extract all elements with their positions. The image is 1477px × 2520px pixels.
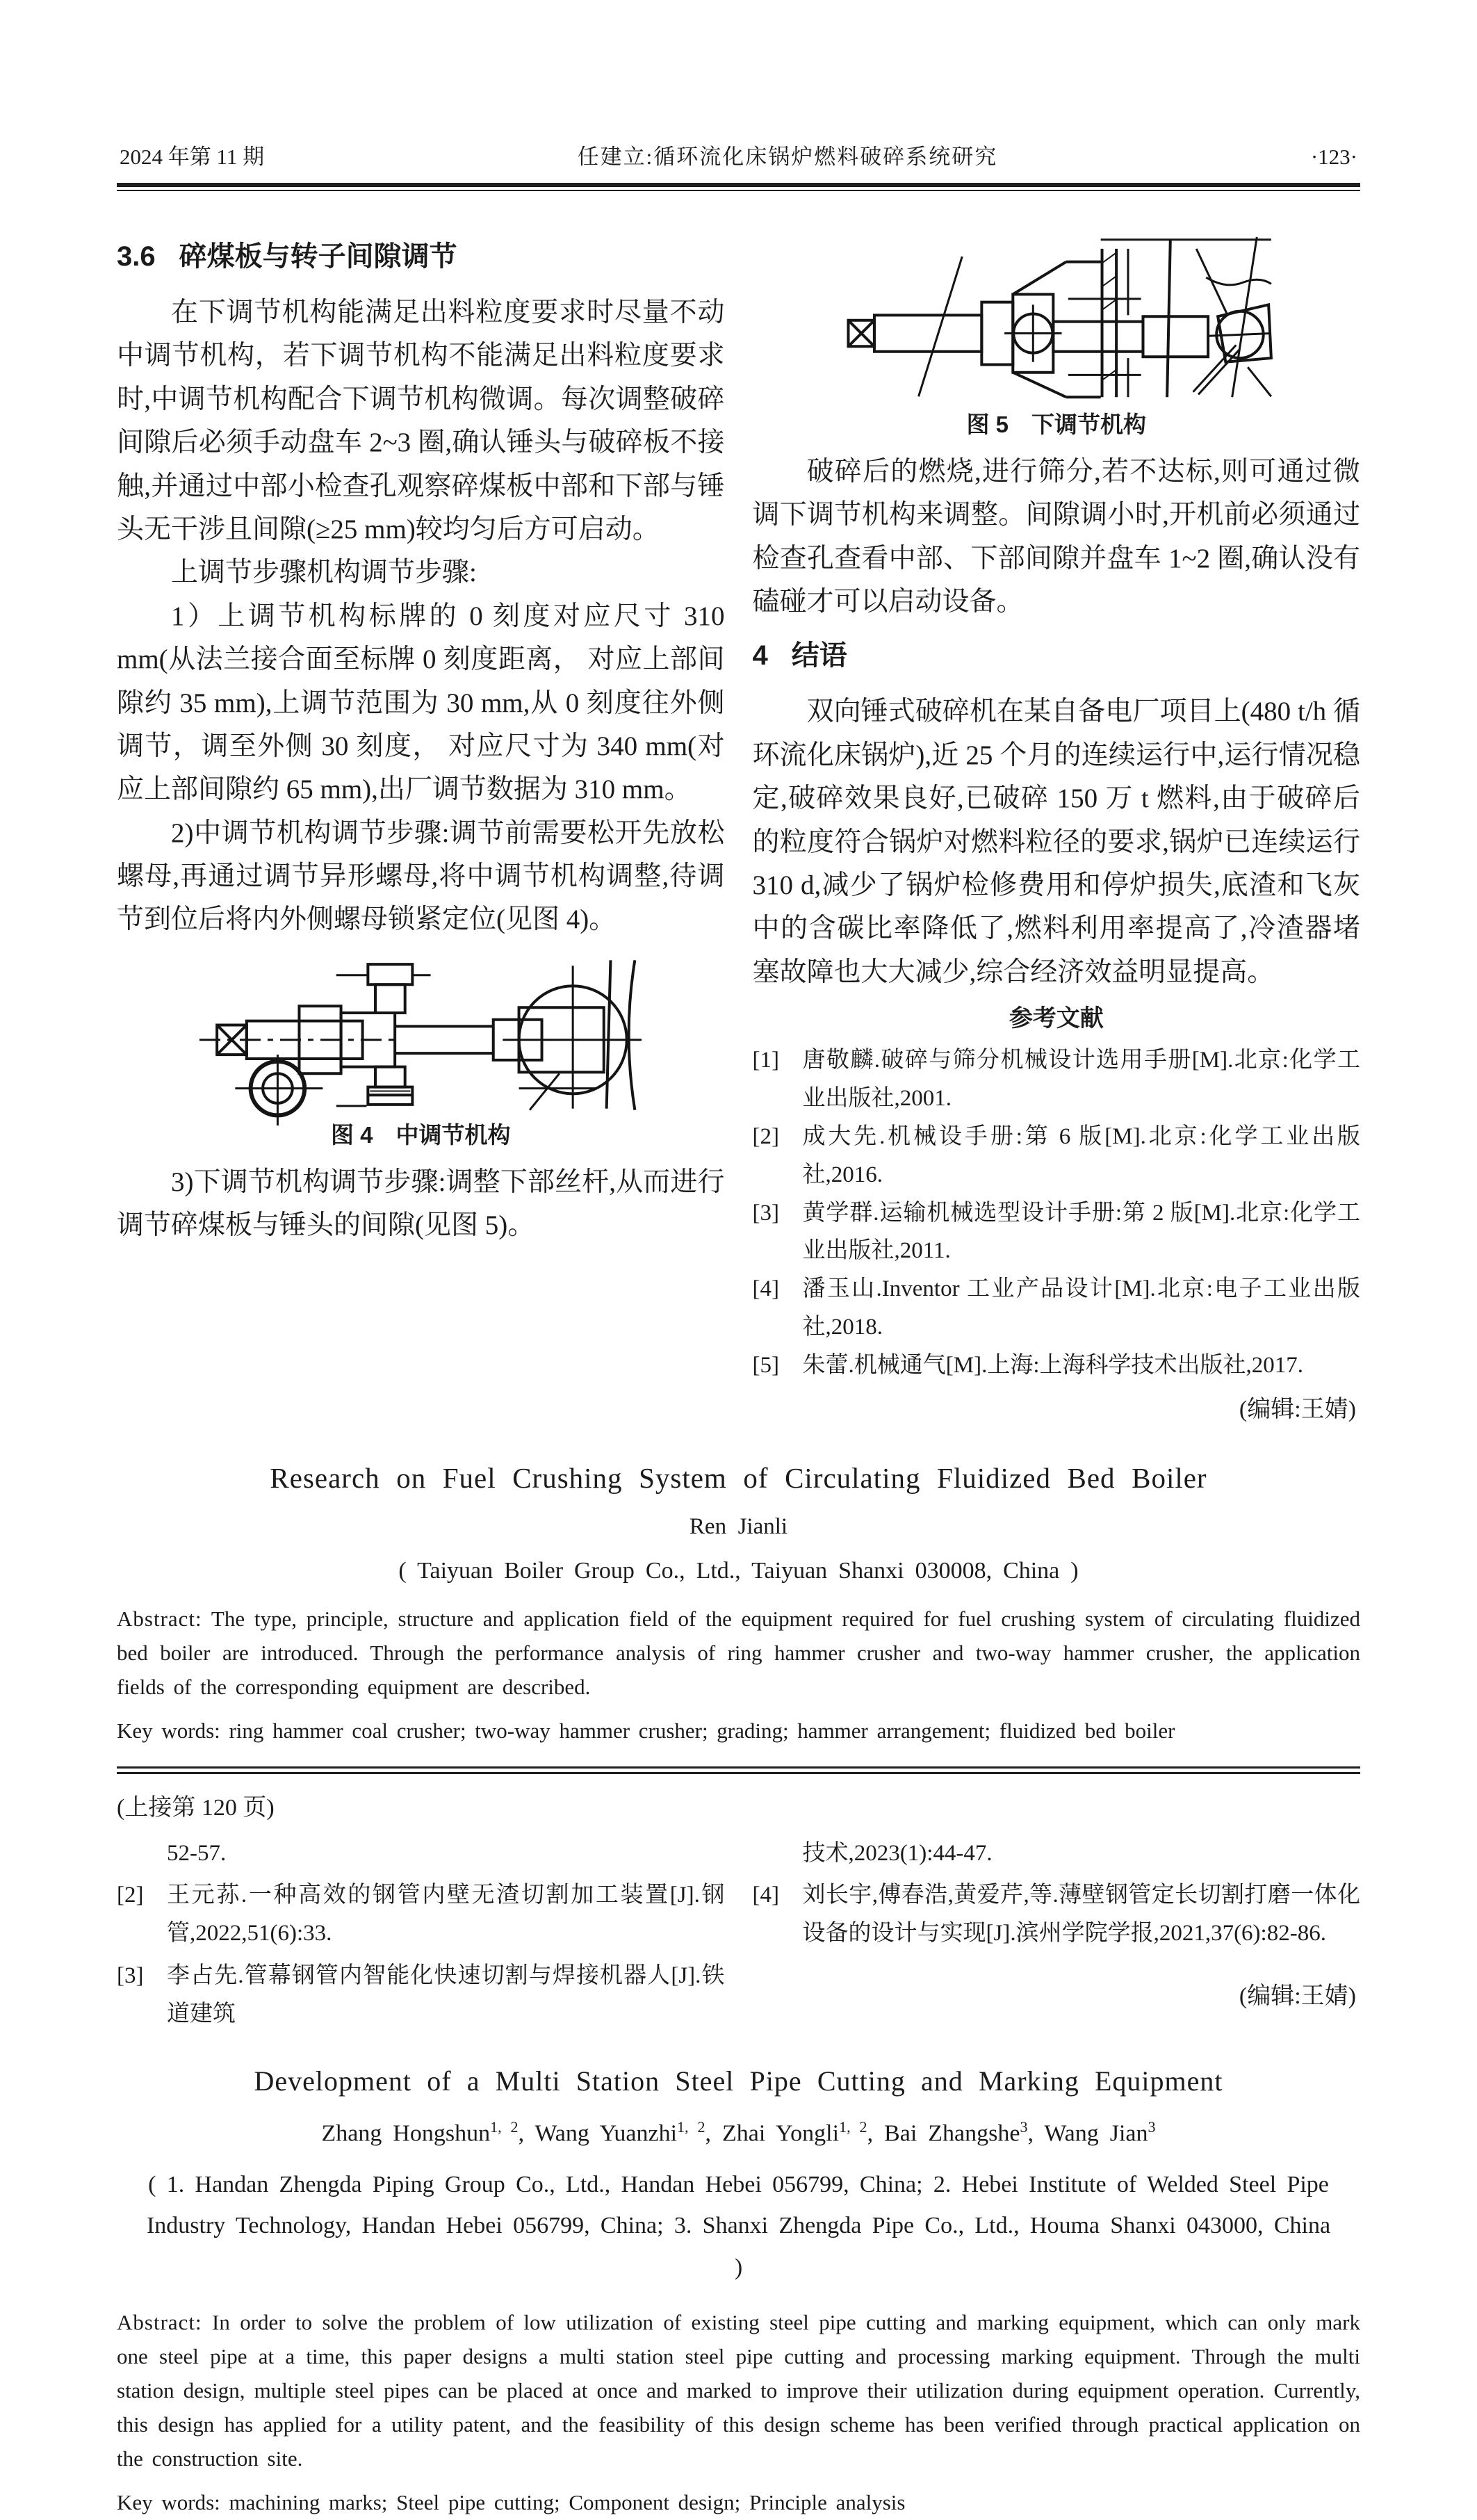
abstract-label: Abstract: [117, 1606, 202, 1631]
english-author: Ren Jianli [689, 1513, 788, 1539]
english-keywords [117, 1714, 1360, 1748]
keywords-text: machining marks; Steel pipe cutting; Component design; Principle analysis [229, 2490, 906, 2515]
section-divider [117, 1766, 1360, 1774]
page-number: ·123· [1310, 145, 1357, 169]
continued-columns [117, 1835, 1360, 2038]
main-columns [117, 234, 1360, 1429]
article2-keywords [117, 2486, 1360, 2520]
fig4-bottom-bolts [336, 1066, 413, 1105]
reference-item: 52-57. [167, 1840, 227, 1866]
figure-5 [753, 237, 1361, 444]
paragraph: 双向锤式破碎机在某自备电厂项目上(480 t/h 循环流化床锅炉),近 25 个月的连续运行中,运行情况稳定,破碎效果良好,已破碎 150 万 t 燃料,由于破碎后的粒度符合锅炉对燃料粒径的要求,锅炉已连续运行 310 d,减少了锅炉检修费用和停炉损失,底渣和飞灰中的含碳比率降低了,燃料利用率提高了,冷渣器堵塞故障也大大减少,综合经济效益明显提高。 [752, 697, 1360, 987]
references-list [753, 1041, 1361, 1384]
authors-line: Zhang Hongshun$^{1, 2}$, Wang Yuanzhi$^{1, 2}$, Zhai Yongli$^{1, 2}$, Bai Zhangshe$^3$, Wang Jian$^3$ [321, 2118, 1156, 2147]
keywords-label: Key words: [117, 1718, 220, 1743]
english-affiliation: ( Taiyuan Boiler Group Co., Ltd., Taiyuan Shanxi 030008, China ) [398, 1557, 1079, 1584]
running-title: 任建立:循环流化床锅炉燃料破碎系统研究 [577, 145, 998, 169]
left-column [117, 234, 725, 1429]
right-column [753, 234, 1361, 1429]
figure-4-caption: 图 4 中调节机构 [330, 1121, 511, 1148]
reference-item: 技术,2023(1):44-47. [802, 1840, 993, 1866]
section-4-heading [753, 633, 1361, 678]
keywords-label: Key words: [117, 2490, 220, 2515]
header-rule [117, 183, 1360, 191]
issue-label: 2024 年第 11 期 [120, 145, 265, 169]
editor-note: (编辑:王婧) [1239, 1397, 1356, 1423]
reference-item: [3] 黄学群.运输机械选型设计手册:第 2 版[M].北京:化学工业出版社,2011. [752, 1200, 1360, 1264]
paragraph: 在下调节机构能满足出料粒度要求时尽量不动中调节机构，若下调节机构不能满足出料粒度要求时,中调节机构配合下调节机构微调。每次调整破碎间隙后必须手动盘车 2~3 圈,确认锤头与破碎板不接触,并通过中部小检查孔观察碎煤板中部和下部与锤头无干涉且间隙(≥25 mm)较均匀后方可启动。 [117, 298, 725, 544]
fig4-shaft-assembly [199, 1006, 519, 1073]
keywords-text: ring hammer coal crusher; two-way hammer crusher; grading; hammer arrangement; fluidized bed boiler [229, 1718, 1175, 1743]
abstract-label: Abstract: [117, 2310, 202, 2335]
english-abstract-block [117, 1461, 1360, 1748]
section-title: 结语 [791, 640, 847, 672]
paragraph: 2)中调节机构调节步骤:调节前需要松开先放松螺母,再通过调节异形螺母,将中调节机构调整,待调节到位后将内外侧螺母锁紧定位(见图 4)。 [117, 818, 725, 935]
abstract-text: The type, principle, structure and application field of the equipment required for fuel crushing system of circulating fluidized bed boiler are introduced. Through the performance analysis of ring hammer crusher and two-way hammer crusher, the application fields of the corresponding equipment are described. [117, 1606, 1361, 1699]
continued-right-column [753, 1835, 1361, 2038]
abstract-text: In order to solve the problem of low utilization of existing steel pipe cutting and marking equipment, which can only mark one steel pipe at a time, this paper designs a multi station steel pipe cutting and processing marking equipment. Through the multi station design, multiple steel pipes can be placed at once and marked to improve their utilization during equipment operation. Currently, this design has applied for a utility patent, and the feasibility of this design scheme has been verified through practical application on the construction site. [117, 2310, 1360, 2471]
fig5-shaft-assembly [848, 257, 1208, 396]
reference-item: [3] 李占先.管幕钢管内智能化快速切割与焊接机器人[J].铁道建筑 [117, 1962, 725, 2026]
reference-item: [2] 成大先.机械设手册:第 6 版[M].北京:化学工业出版社,2016. [752, 1124, 1360, 1187]
figure5-drawing [841, 237, 1272, 400]
fig4-right-body [503, 960, 642, 1109]
figure-4 [117, 960, 725, 1154]
paragraph: 破碎后的燃烧,进行筛分,若不达标,则可通过微调下调节机构来调整。间隙调小时,开机前必须通过检查孔查看中部、下部间隙并盘车 1~2 圈,确认没有磕碰才可以启动设备。 [752, 456, 1360, 617]
continued-section [117, 1788, 1360, 2038]
section-number: 3.6 [117, 241, 156, 272]
paragraph: 3)下调节机构调节步骤:调整下部丝杆,从而进行调节碎煤板与锤头的间隙(见图 5)。 [117, 1166, 725, 1241]
fig5-bracket [1013, 262, 1100, 398]
editor-note: (编辑:王婧) [1239, 1983, 1356, 2009]
fig4-top-bolts [336, 964, 431, 1013]
continued-note: (上接第 120 页) [117, 1794, 275, 1821]
english-abstract [117, 1602, 1360, 1705]
english-title: Research on Fuel Crushing System of Circulating Fluidized Bed Boiler [270, 1461, 1207, 1494]
article2-affiliation: ( 1. Handan Zhengda Piping Group Co., Ltd., Handan Hebei 056799, China; 2. Hebei Institute of Welded Steel Pipe Industry Technology, Handan Hebei 056799, China; 3. Shanxi Zhengda Pipe Co., Ltd., Houma Shanxi 043000, China ) [146, 2171, 1331, 2280]
section-3-6-heading [117, 234, 725, 279]
article2-title: Development of a Multi Station Steel Pipe Cutting and Marking Equipment [254, 2065, 1223, 2097]
continued-left-column [117, 1835, 725, 2038]
article2-abstract [117, 2306, 1360, 2476]
reference-item: [5] 朱蕾.机械通气[M].上海:上海科学技术出版社,2017. [752, 1352, 1303, 1378]
reference-item: [1] 唐敬麟.破碎与筛分机械设计选用手册[M].北京:化学工业出版社,2001. [752, 1048, 1360, 1112]
fig4-handwheel [236, 1055, 323, 1125]
fig5-ball-joint [1193, 304, 1271, 396]
reference-item: [4] 刘长宇,傅春浩,黄爱芹,等.薄壁钢管定长切割打磨一体化设备的设计与实现[J].滨州学院学报,2021,37(6):82-86. [752, 1883, 1360, 1946]
reference-item: [2] 王元荪.一种高效的钢管内壁无渣切割加工装置[J].钢管,2022,51(6):33. [117, 1883, 725, 1946]
article2-block [117, 2065, 1360, 2520]
paragraph: 1）上调节机构标牌的 0 刻度对应尺寸 310 mm(从法兰接合面至标牌 0 刻度距离， 对应上部间隙约 35 mm),上调节范围为 30 mm,从 0 刻度往外侧调节，调至外侧 30 刻度， 对应尺寸为 340 mm(对应上部间隙约 65 mm),出厂调节数据为 310 mm。 [117, 601, 725, 805]
reference-item: [4] 潘玉山.Inventor 工业产品设计[M].北京:电子工业出版社,2018. [752, 1276, 1360, 1340]
section-number: 4 [752, 640, 768, 672]
references-title: 参考文献 [1009, 1005, 1104, 1032]
page-header [117, 139, 1360, 170]
paragraph: 上调节步骤机构调节步骤: [171, 558, 477, 588]
figure-5-caption: 图 5 下调节机构 [966, 412, 1147, 437]
figure4-drawing [198, 960, 643, 1110]
section-title: 碎煤板与转子间隙调节 [179, 241, 457, 272]
